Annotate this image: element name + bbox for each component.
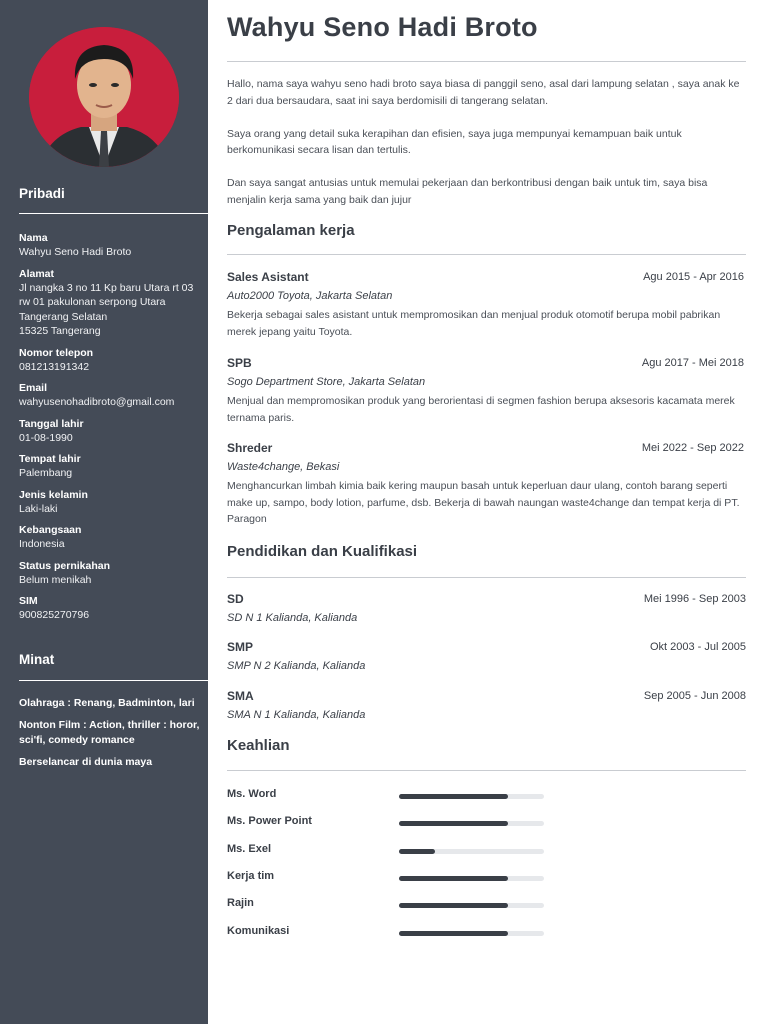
- education-entry: [227, 640, 746, 673]
- info-marital-status: [19, 560, 204, 588]
- info-value: Indonesia: [19, 538, 65, 550]
- entry-company: Waste4change, Bekasi: [227, 461, 340, 473]
- info-value: wahyusenohadibroto@gmail.com: [19, 396, 175, 408]
- interests-list: [19, 696, 204, 777]
- skill-name: Komunikasi: [227, 925, 290, 937]
- entry-title: Shreder: [227, 441, 273, 455]
- skill-name: Ms. Power Point: [227, 815, 312, 827]
- entry-date: Okt 2003 - Jul 2005: [649, 641, 746, 653]
- interest-item: Berselancar di dunia maya: [19, 756, 153, 768]
- education-divider: [227, 577, 746, 578]
- interests-heading: Minat: [19, 652, 55, 667]
- entry-title: SMP: [227, 640, 254, 654]
- info-address: [19, 268, 204, 339]
- skill-name: Kerja tim: [227, 870, 275, 882]
- profile-photo: [29, 27, 179, 167]
- experience-entry: [227, 441, 746, 528]
- info-name: [19, 232, 204, 260]
- person-portrait-icon: [29, 27, 179, 167]
- info-value: 081213191342: [19, 360, 90, 373]
- interest-item: Olahraga : Renang, Badminton, lari: [19, 697, 195, 709]
- entry-date: Agu 2017 - Mei 2018: [641, 357, 744, 369]
- info-value: Palembang: [19, 467, 73, 479]
- education-entry: [227, 592, 746, 625]
- entry-description: Menjual dan mempromosikan produk yang berorientasi di segmen fashion berupa aksesoris kacamata merek ternama paris.: [227, 395, 735, 424]
- personal-info-list: [19, 232, 204, 631]
- experience-divider: [227, 254, 746, 255]
- info-phone: [19, 347, 204, 375]
- info-label: Tanggal lahir: [19, 417, 84, 430]
- entry-company: Sogo Department Store, Jakarta Selatan: [227, 376, 426, 388]
- personal-divider: [19, 213, 208, 214]
- intro-text: [227, 76, 746, 225]
- info-label: Kebangsaan: [19, 524, 82, 536]
- entry-title: SMA: [227, 689, 254, 703]
- skill-bar-fill: [399, 849, 435, 854]
- skill-bar: [399, 903, 544, 908]
- skill-row: [227, 870, 746, 886]
- entry-company: Auto2000 Toyota, Jakarta Selatan: [227, 290, 393, 302]
- entry-date: Mei 2022 - Sep 2022: [641, 442, 744, 454]
- skill-bar-fill: [399, 931, 508, 936]
- info-birth-place: [19, 453, 204, 481]
- skill-row: [227, 843, 746, 859]
- skill-name: Ms. Word: [227, 788, 277, 800]
- resume-name: Wahyu Seno Hadi Broto: [227, 12, 538, 42]
- info-label: Status pernikahan: [19, 559, 111, 572]
- education-heading: Pendidikan dan Kualifikasi: [227, 543, 418, 560]
- intro-paragraph: Saya orang yang detail suka kerapihan dan efisien, saya juga mempunyai kemampuan baik untuk berkomunikasi secara lisan dan tertulis.: [227, 127, 682, 156]
- skill-bar: [399, 876, 544, 881]
- skill-bar-fill: [399, 821, 508, 826]
- info-label: Email: [19, 382, 48, 394]
- entry-date: Mei 1996 - Sep 2003: [643, 593, 746, 605]
- skill-bar: [399, 849, 544, 854]
- info-label: Jenis kelamin: [19, 488, 88, 501]
- interest-item: Nonton Film : Action, thriller : horor, sci'fi, comedy romance: [19, 719, 200, 746]
- info-value: Laki-laki: [19, 502, 58, 515]
- skill-bar: [399, 931, 544, 936]
- skill-bar-fill: [399, 794, 508, 799]
- entry-date: Agu 2015 - Apr 2016: [643, 271, 744, 283]
- skill-row: [227, 897, 746, 913]
- intro-paragraph: Dan saya sangat antusias untuk memulai pekerjaan dan berkontribusi dengan baik untuk tim, saya bisa menjalin kerja sama yang baik dan jujur: [227, 177, 708, 206]
- skill-name: Ms. Exel: [227, 843, 272, 855]
- experience-entry: [227, 270, 746, 340]
- info-birth-date: [19, 418, 204, 446]
- entry-description: Menghancurkan limbah kimia baik kering maupun basah untuk keperluan daur ulang, contoh barang seperti make up, sampo, body lotion, parfume, dsb. Bekerja di bawah naungan waste4change dan tempat kerja di PT. Paragon: [227, 480, 740, 525]
- skill-row: [227, 815, 746, 831]
- skill-bar: [399, 821, 544, 826]
- entry-school: SMP N 2 Kalianda, Kalianda: [227, 660, 366, 672]
- info-value: Jl nangka 3 no 11 Kp baru Utara rt 03 rw 01 pakulonan serpong Utara Tangerang Selatan 15325 Tangerang: [19, 281, 194, 337]
- name-divider: [227, 61, 746, 62]
- info-label: Tempat lahir: [19, 453, 81, 465]
- info-license: [19, 595, 204, 623]
- info-label: SIM: [19, 595, 38, 607]
- skill-name: Rajin: [227, 897, 254, 909]
- info-value: Wahyu Seno Hadi Broto: [19, 246, 132, 258]
- info-value: 01-08-1990: [19, 431, 73, 444]
- skill-bar: [399, 794, 544, 799]
- skills-heading: Keahlian: [227, 737, 290, 754]
- info-email: [19, 382, 204, 410]
- info-nationality: [19, 524, 204, 552]
- entry-date: Sep 2005 - Jun 2008: [643, 690, 746, 702]
- sidebar: [0, 0, 208, 1024]
- entry-school: SMA N 1 Kalianda, Kalianda: [227, 709, 366, 721]
- skill-row: [227, 788, 746, 804]
- entry-school: SD N 1 Kalianda, Kalianda: [227, 612, 358, 624]
- education-entry: [227, 689, 746, 722]
- personal-heading: Pribadi: [19, 186, 65, 201]
- experience-entry: [227, 356, 746, 426]
- entry-title: SD: [227, 592, 244, 606]
- skill-bar-fill: [399, 903, 508, 908]
- entry-title: Sales Asistant: [227, 270, 309, 284]
- info-label: Nama: [19, 232, 48, 244]
- info-gender: [19, 489, 204, 517]
- info-label: Nomor telepon: [19, 346, 94, 359]
- interests-divider: [19, 680, 208, 681]
- info-label: Alamat: [19, 267, 55, 280]
- intro-paragraph: Hallo, nama saya wahyu seno hadi broto saya biasa di panggil seno, asal dari lampung selatan , saya anak ke 2 dari dua bersaudara, saat ini saya berdomisili di tangerang selatan.: [227, 78, 740, 107]
- entry-description: Bekerja sebagai sales asistant untuk mempromosikan dan menjual produk otomotif berupa mobil pabrikan merek jepang yaitu Toyota.: [227, 309, 721, 338]
- experience-heading: Pengalaman kerja: [227, 222, 355, 239]
- entry-title: SPB: [227, 356, 252, 370]
- info-value: 900825270796: [19, 609, 90, 621]
- skill-bar-fill: [399, 876, 508, 881]
- skills-divider: [227, 770, 746, 771]
- info-value: Belum menikah: [19, 573, 92, 586]
- skill-row: [227, 925, 746, 941]
